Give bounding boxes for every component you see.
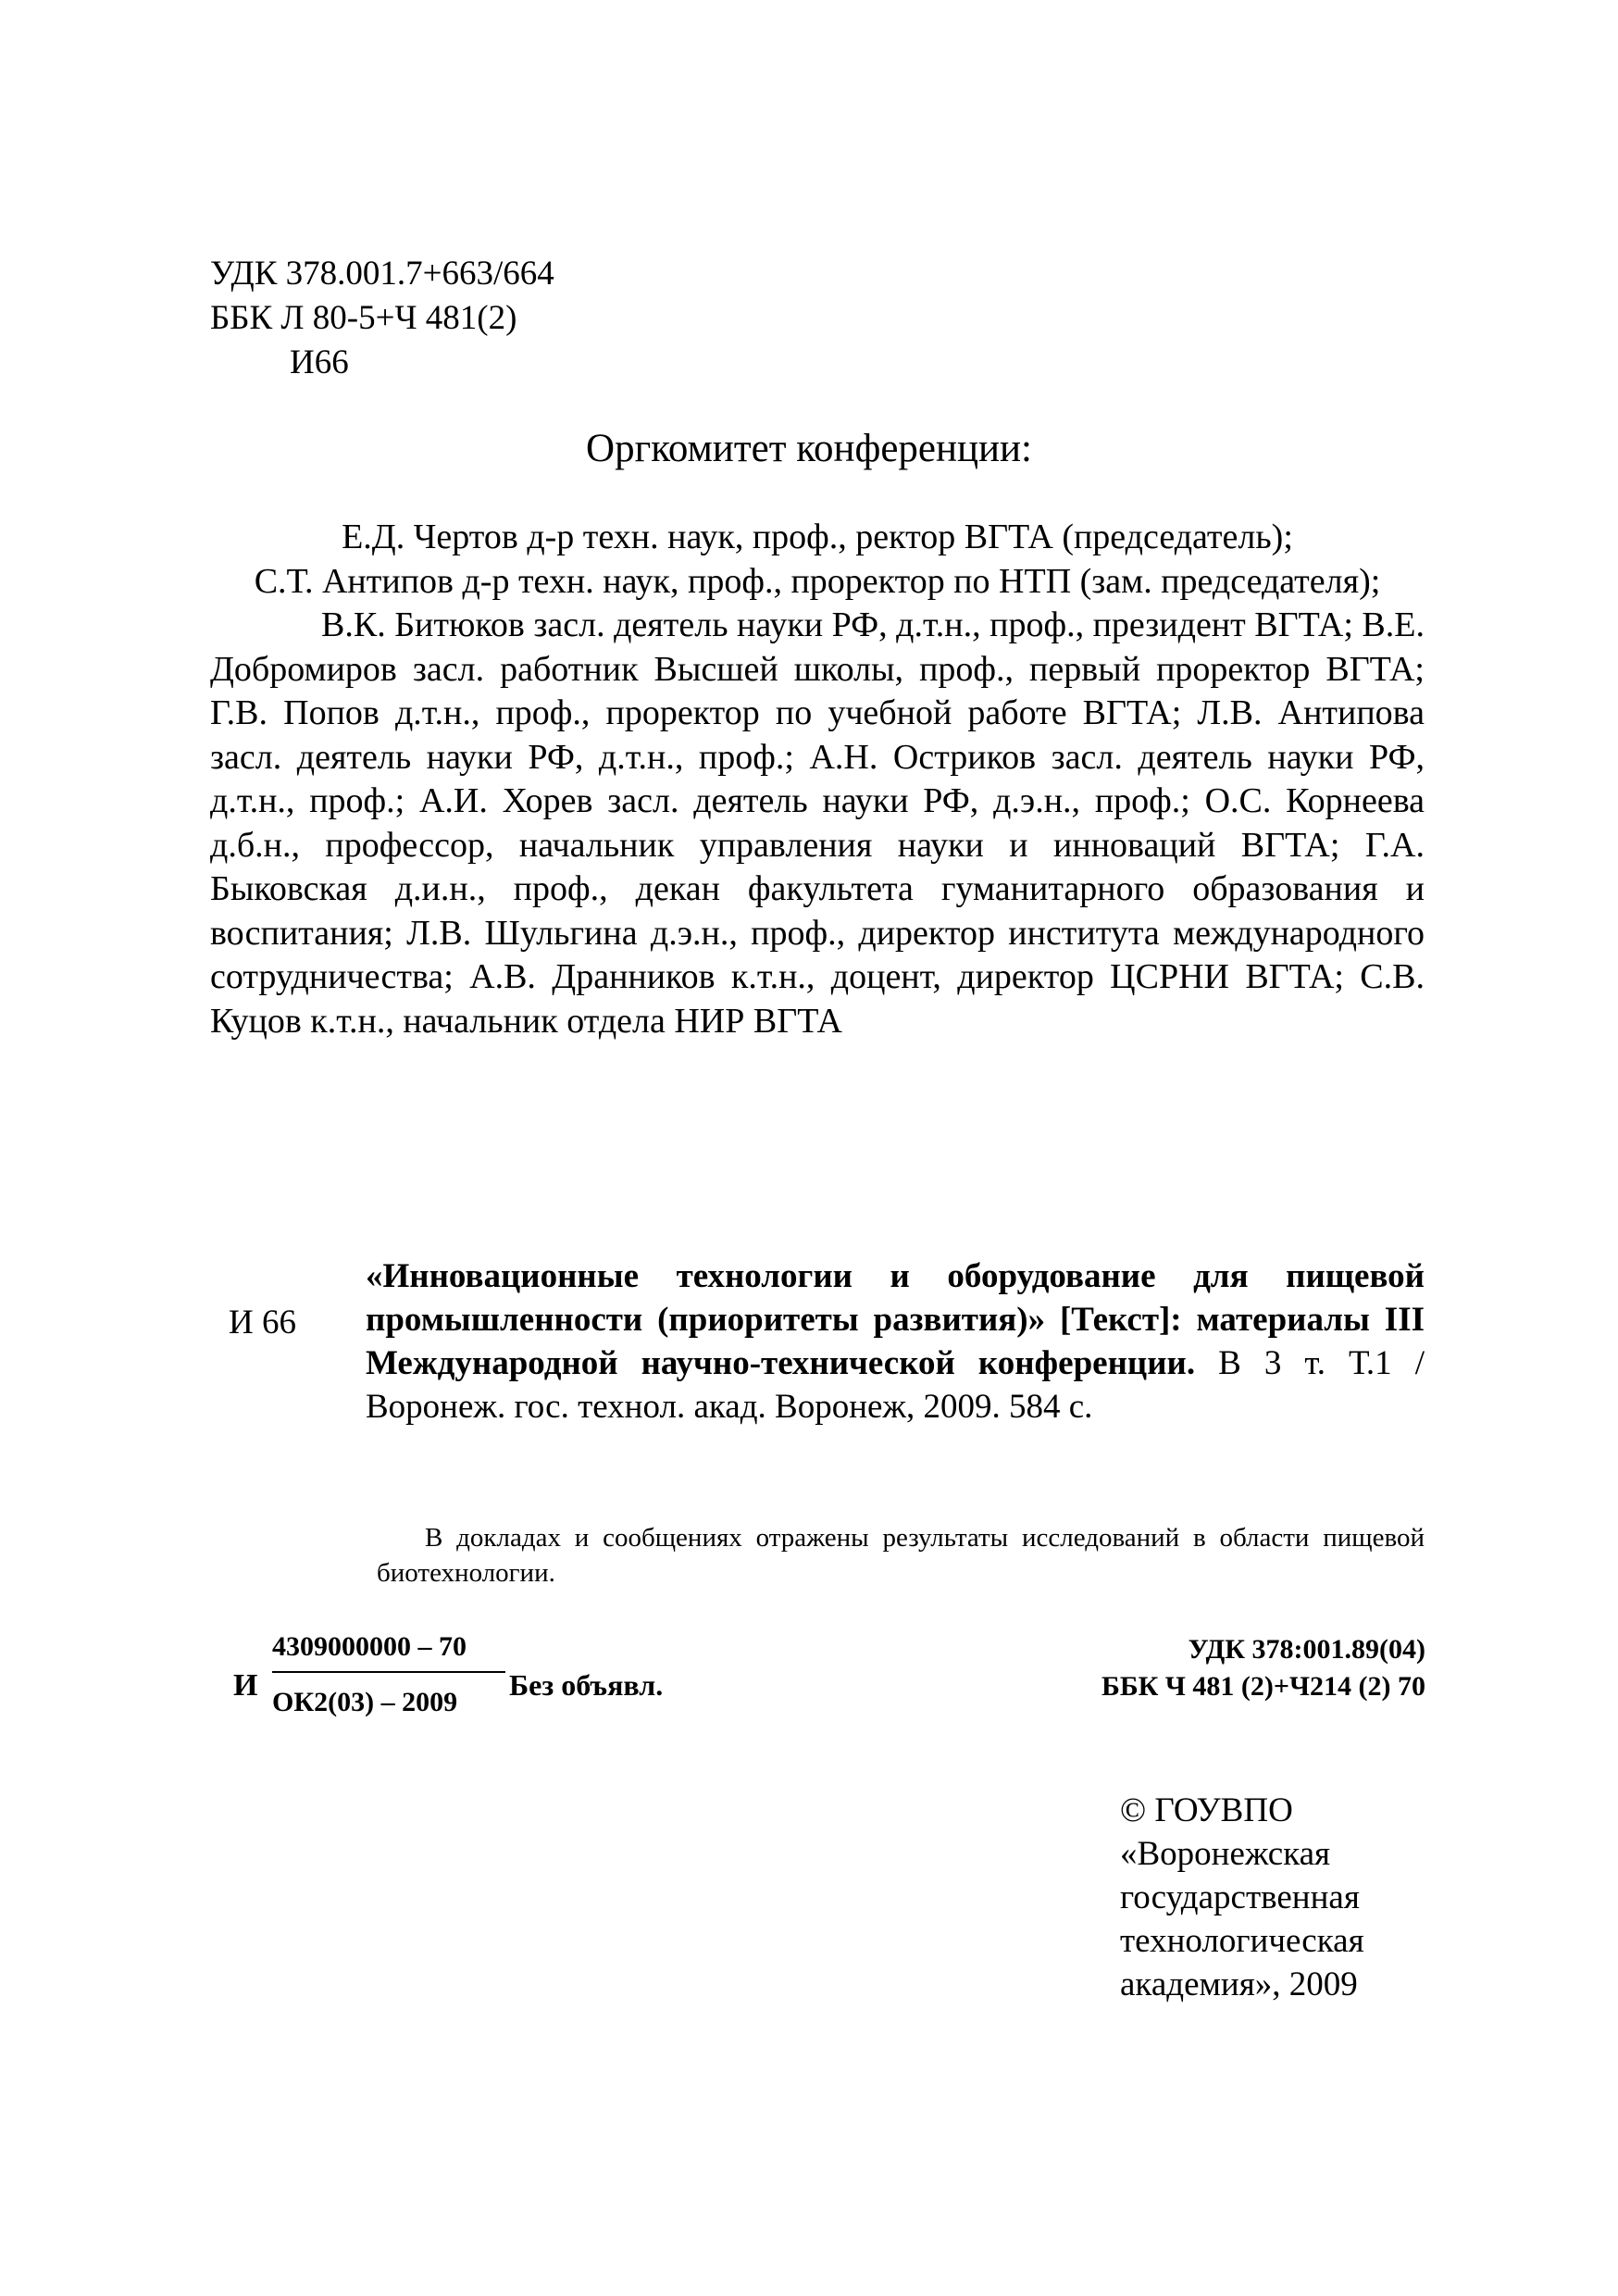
committee-title: Оргкомитет конференции:: [586, 427, 1032, 470]
copyright-line-5: академия», 2009: [1120, 1965, 1358, 2003]
udk-code-bottom: УДК 378:001.89(04): [1188, 1634, 1425, 1665]
bibliographic-description: [366, 1254, 1425, 1429]
publication-details: В 3 т. Т.1 / Воронеж. гос. технол. акад. Воронеж, 2009. 584 с.: [366, 1344, 1425, 1426]
index-letter: И: [233, 1668, 258, 1703]
author-mark: И66: [290, 343, 349, 381]
fraction-bar: [272, 1671, 505, 1673]
committee-list: [210, 516, 1425, 1043]
catalog-card-code: И 66: [229, 1304, 296, 1341]
abstract: В докладах и сообщениях отражены результаты исследований в области пищевой биотехнологии.: [377, 1523, 1425, 1588]
copyright-line-4: технологическая: [1120, 1922, 1364, 1960]
copyright-line-2: «Воронежская: [1120, 1835, 1331, 1873]
copyright-notice: [1120, 1789, 1364, 2006]
classification-codes-bottom: [1101, 1631, 1425, 1705]
publication-title: «Инновационные технологии и оборудование для пищевой промышленности (приоритеты развития)» [Текст]: материалы III Международной научно-технической конференции.: [366, 1257, 1425, 1382]
index-denominator: ОК2(03) – 2009: [272, 1687, 458, 1717]
index-note: Без объявл.: [509, 1668, 664, 1702]
index-numerator: 4309000000 – 70: [272, 1631, 467, 1662]
udk-code: УДК 378.001.7+663/664: [210, 255, 554, 293]
classification-codes-top: [210, 252, 554, 385]
bbk-code-bottom: ББК Ч 481 (2)+Ч214 (2) 70: [1101, 1671, 1425, 1702]
committee-members: В.К. Битюков засл. деятель науки РФ, д.т.н., проф., президент ВГТА; В.Е. Добромиров засл. работник Высшей школы, проф., первый проректор ВГТА; Г.В. Попов д.т.н., проф., проректор по учебной работе ВГТА; Л.В. Антипова засл. деятель науки РФ, д.т.н., проф.; А.Н. Остриков засл. деятель науки РФ, д.т.н., проф.; А.И. Хорев засл. деятель науки РФ, д.э.н., проф.; О.С. Корнеева д.б.н., профессор, начальник управления науки и инноваций ВГТА; Г.А. Быковская д.и.н., проф., декан факультета гуманитарного образования и воспитания; Л.В. Шульгина д.э.н., проф., директор института международного сотрудничества; А.В. Дранников к.т.н., доцент, директор ЦСРНИ ВГТА; С.В. Куцов к.т.н., начальник отдела НИР ВГТА: [210, 605, 1425, 1041]
committee-vice-chair: С.Т. Антипов д-р техн. наук, проф., проректор по НТП (зам. председателя);: [254, 561, 1381, 601]
copyright-line-1: © ГОУВПО: [1120, 1791, 1293, 1829]
committee-chair: Е.Д. Чертов д-р техн. наук, проф., ректор ВГТА (председатель);: [342, 518, 1293, 556]
bbk-code: ББК Л 80-5+Ч 481(2): [210, 299, 517, 337]
copyright-line-3: государственная: [1120, 1878, 1360, 1916]
